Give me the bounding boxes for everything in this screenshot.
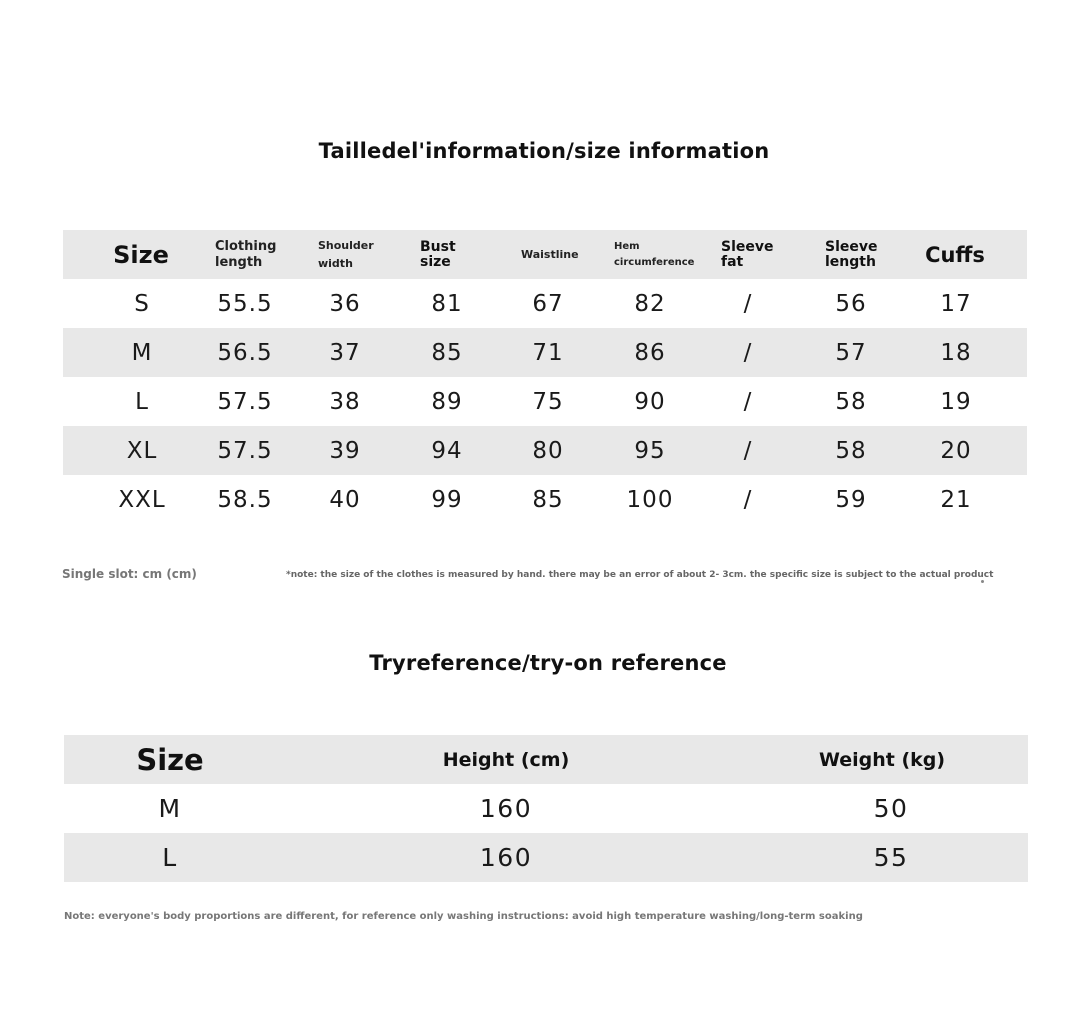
header-shoulder-width: Shoulder width xyxy=(318,238,374,270)
cell-hem-circumference: 86 xyxy=(634,339,666,366)
cell-cuffs: 21 xyxy=(940,486,972,513)
cell-shoulder-width: 38 xyxy=(329,388,361,415)
cell-bust-size: 89 xyxy=(431,388,463,415)
cell-bust-size: 85 xyxy=(431,339,463,366)
table-row xyxy=(63,328,1027,377)
cell-sleeve-length: 59 xyxy=(835,486,867,513)
cell-waistline: 75 xyxy=(532,388,564,415)
size-info-title: Tailledel'information/size information xyxy=(318,139,770,163)
cell-waistline: 67 xyxy=(532,290,564,317)
unit-note: Single slot: cm (cm) xyxy=(62,567,197,581)
tryon-cell-weight: 50 xyxy=(873,794,909,823)
header-waistline: Waistline xyxy=(521,247,579,261)
header-cuffs: Cuffs xyxy=(925,242,985,267)
cell-size: XXL xyxy=(118,486,166,513)
cell-shoulder-width: 40 xyxy=(329,486,361,513)
cell-shoulder-width: 39 xyxy=(329,437,361,464)
header-clothing-length: Clothing length xyxy=(215,238,277,270)
cell-size: XL xyxy=(126,437,158,464)
table-row xyxy=(63,475,1027,524)
table-row xyxy=(63,377,1027,426)
cell-hem-circumference: 82 xyxy=(634,290,666,317)
tryon-table xyxy=(64,735,1028,882)
cell-sleeve-length: 57 xyxy=(835,339,867,366)
cell-cuffs: 19 xyxy=(940,388,972,415)
cell-waistline: 71 xyxy=(532,339,564,366)
tryon-cell-height: 160 xyxy=(479,843,533,872)
cell-waistline: 80 xyxy=(532,437,564,464)
cell-sleeve-fat: / xyxy=(743,437,753,464)
tryon-header-height: Height (cm) xyxy=(442,748,570,771)
cell-bust-size: 94 xyxy=(431,437,463,464)
cell-clothing-length: 57.5 xyxy=(217,437,273,464)
header-bust-size: Bust size xyxy=(420,238,456,270)
tryon-header-size: Size xyxy=(136,742,204,777)
cell-hem-circumference: 90 xyxy=(634,388,666,415)
tryon-cell-height: 160 xyxy=(479,794,533,823)
table-row xyxy=(63,426,1027,475)
cell-size: M xyxy=(131,339,153,366)
cell-sleeve-length: 58 xyxy=(835,437,867,464)
tryon-cell-weight: 55 xyxy=(873,843,909,872)
decorative-dot xyxy=(981,580,984,583)
header-sleeve-length: Sleeve length xyxy=(825,238,878,270)
header-sleeve-fat: Sleeve fat xyxy=(721,238,774,270)
cell-clothing-length: 55.5 xyxy=(217,290,273,317)
cell-bust-size: 81 xyxy=(431,290,463,317)
tryon-header-weight: Weight (kg) xyxy=(818,748,946,771)
cell-cuffs: 20 xyxy=(940,437,972,464)
header-hem-circumference: Hem circumference xyxy=(614,240,695,268)
cell-shoulder-width: 37 xyxy=(329,339,361,366)
tryon-reference-title: Tryreference/try-on reference xyxy=(369,651,727,675)
measurement-note: *note: the size of the clothes is measured by hand. there may be an error of about 2- 3cm. the specific size is subject to the actual product xyxy=(286,570,994,580)
cell-clothing-length: 58.5 xyxy=(217,486,273,513)
table-row xyxy=(63,279,1027,328)
cell-sleeve-length: 58 xyxy=(835,388,867,415)
cell-sleeve-length: 56 xyxy=(835,290,867,317)
table-row xyxy=(64,833,1028,882)
cell-sleeve-fat: / xyxy=(743,388,753,415)
cell-clothing-length: 57.5 xyxy=(217,388,273,415)
cell-cuffs: 17 xyxy=(940,290,972,317)
cell-size: L xyxy=(135,388,149,415)
cell-hem-circumference: 100 xyxy=(626,486,674,513)
cell-waistline: 85 xyxy=(532,486,564,513)
size-table xyxy=(63,230,1027,524)
size-table-header-row xyxy=(63,230,1027,279)
cell-bust-size: 99 xyxy=(431,486,463,513)
header-size: Size xyxy=(113,240,169,269)
cell-hem-circumference: 95 xyxy=(634,437,666,464)
tryon-cell-size: L xyxy=(162,843,178,872)
cell-shoulder-width: 36 xyxy=(329,290,361,317)
tryon-table-header-row xyxy=(64,735,1028,784)
cell-size: S xyxy=(134,290,150,317)
cell-cuffs: 18 xyxy=(940,339,972,366)
table-row xyxy=(64,784,1028,833)
tryon-cell-size: M xyxy=(158,794,182,823)
cell-sleeve-fat: / xyxy=(743,486,753,513)
cell-sleeve-fat: / xyxy=(743,339,753,366)
cell-clothing-length: 56.5 xyxy=(217,339,273,366)
cell-sleeve-fat: / xyxy=(743,290,753,317)
bottom-note: Note: everyone's body proportions are different, for reference only washing instructions: avoid high temperature washing/long-term soaking xyxy=(64,911,863,922)
